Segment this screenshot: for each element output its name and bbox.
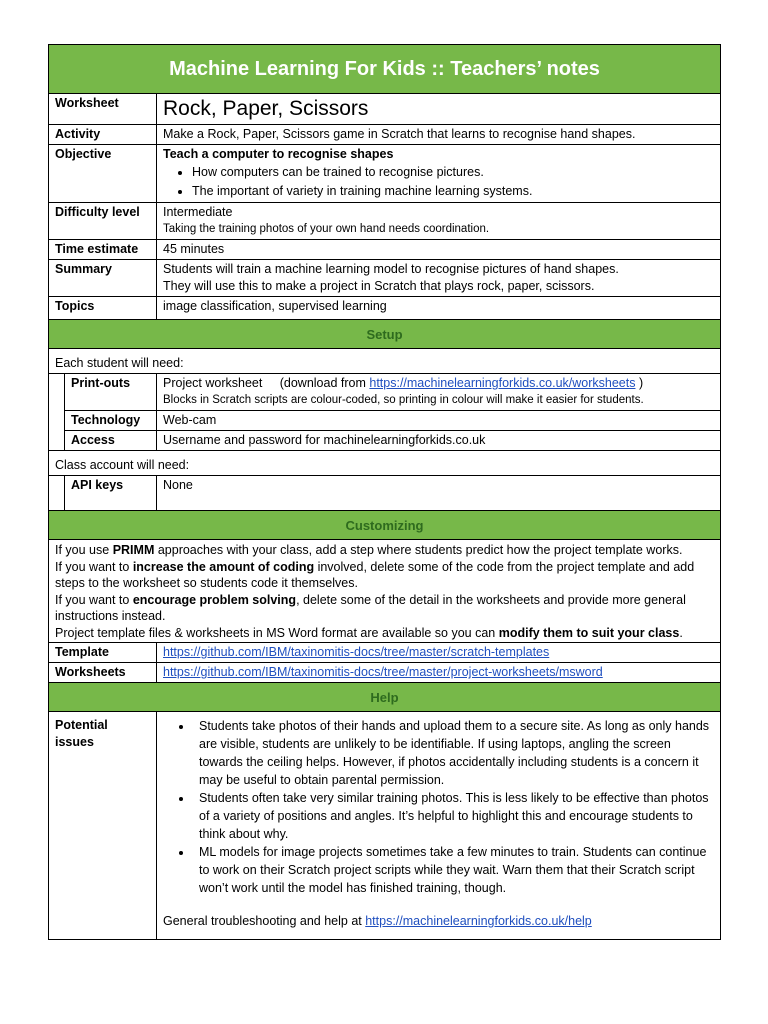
- page-title: Machine Learning For Kids :: Teachers’ notes: [49, 45, 721, 94]
- worksheet-title: Rock, Paper, Scissors: [157, 94, 721, 125]
- objective-bullet: • The important of variety in training machine learning systems.: [192, 182, 714, 200]
- summary-row: [49, 260, 721, 297]
- potential-issues-label: Potential issues: [49, 712, 157, 940]
- time-value: 45 minutes: [157, 240, 721, 260]
- time-row: [49, 240, 721, 260]
- help-issue-item: • ML models for image projects sometimes take a few minutes to train. Students can continue to work on their Scratch project scripts while they wait. Warn them that their Scratch script won’t work until the model has finished training, though.: [193, 843, 714, 897]
- worksheet-row: [49, 94, 721, 125]
- technology-row: [49, 411, 721, 431]
- difficulty-row: [49, 203, 721, 240]
- customizing-heading-row: [49, 511, 721, 540]
- indent-cell: [49, 374, 65, 451]
- class-intro: Class account will need:: [49, 451, 721, 476]
- difficulty-note: Taking the training photos of your own hand needs coordination.: [163, 223, 490, 235]
- objective-label: Objective: [49, 145, 157, 203]
- objective-bullet: • How computers can be trained to recognise pictures.: [192, 163, 714, 181]
- technology-label: Technology: [65, 411, 157, 431]
- worksheet-label: Worksheet: [49, 94, 157, 125]
- access-value: Username and password for machinelearningforkids.co.uk: [157, 431, 721, 451]
- printouts-note: Blocks in Scratch scripts are colour-coded, so printing in colour will make it easier for students.: [163, 394, 644, 406]
- help-link[interactable]: https://machinelearningforkids.co.uk/help: [365, 914, 592, 928]
- help-heading-row: [49, 683, 721, 712]
- printouts-download-suffix: ): [638, 376, 644, 390]
- technology-value: Web-cam: [157, 411, 721, 431]
- topics-value: image classification, supervised learning: [157, 297, 721, 320]
- template-value: [157, 643, 721, 663]
- help-issue-item: • Students often take very similar training photos. This is less likely to be effective than photos of a variety of positions and angles. It’s helpful to highlight this and encourage students to think about why.: [193, 789, 714, 843]
- teachers-notes-page: [48, 44, 721, 940]
- objective-row: [49, 145, 721, 203]
- worksheets-label: Worksheets: [49, 663, 157, 683]
- customizing-paragraph: If you use PRIMM approaches with your class, add a step where students predict how the project template works.: [55, 543, 683, 557]
- title-row: [49, 45, 721, 94]
- summary-line: They will use this to make a project in Scratch that plays rock, paper, scissors.: [163, 279, 595, 293]
- printouts-row: [49, 374, 721, 411]
- template-row: [49, 643, 721, 663]
- printouts-value: [157, 374, 721, 411]
- activity-value: Make a Rock, Paper, Scissors game in Scratch that learns to recognise hand shapes.: [157, 125, 721, 145]
- difficulty-label: Difficulty level: [49, 203, 157, 240]
- customizing-paragraph: If you want to increase the amount of coding involved, delete some of the code from the project template and add steps to the worksheet so students code it themselves.: [55, 559, 695, 590]
- difficulty-value: Intermediate: [163, 205, 233, 219]
- access-label: Access: [65, 431, 157, 451]
- topics-label: Topics: [49, 297, 157, 320]
- help-footer-prefix: General troubleshooting and help at: [163, 914, 366, 928]
- api-value: None: [157, 476, 721, 511]
- objective-value: [157, 145, 721, 203]
- worksheets-row: [49, 663, 721, 683]
- worksheets-download-link[interactable]: https://machinelearningforkids.co.uk/worksheets: [369, 376, 636, 390]
- objective-bullets: [163, 163, 714, 200]
- activity-label: Activity: [49, 125, 157, 145]
- summary-label: Summary: [49, 260, 157, 297]
- summary-value: [157, 260, 721, 297]
- activity-row: [49, 125, 721, 145]
- help-issues-list: [163, 717, 714, 897]
- time-label: Time estimate: [49, 240, 157, 260]
- help-footer: [163, 913, 714, 938]
- worksheets-value: [157, 663, 721, 683]
- template-label: Template: [49, 643, 157, 663]
- help-content: [157, 712, 721, 940]
- notes-table: [48, 44, 721, 940]
- help-heading: Help: [49, 683, 721, 712]
- help-row: [49, 712, 721, 940]
- setup-heading: Setup: [49, 320, 721, 349]
- indent-cell: [49, 476, 65, 511]
- template-link[interactable]: https://github.com/IBM/taxinomitis-docs/tree/master/scratch-templates: [163, 645, 550, 659]
- student-intro: Each student will need:: [49, 349, 721, 374]
- customizing-text-row: [49, 540, 721, 643]
- help-issue-item: • Students take photos of their hands and upload them to a secure site. As long as only hands are visible, students are unlikely to be identifiable. If using laptops, angling the screen towards the ceiling helps. However, if photos accidentally including students is a concern it may be useful to obtain parental permission.: [193, 717, 714, 789]
- topics-row: [49, 297, 721, 320]
- student-intro-row: [49, 349, 721, 374]
- printouts-label: Print-outs: [65, 374, 157, 411]
- printouts-text: Project worksheet: [163, 376, 263, 390]
- customizing-paragraph: If you want to encourage problem solving, delete some of the detail in the worksheets and provide more general instructions instead.: [55, 592, 686, 623]
- customizing-paragraph: Project template files & worksheets in MS Word format are available so you can modify them to suit your class.: [55, 625, 683, 640]
- printouts-download-prefix: (download from: [279, 376, 366, 390]
- customizing-heading: Customizing: [49, 511, 721, 540]
- worksheets-link[interactable]: https://github.com/IBM/taxinomitis-docs/tree/master/project-worksheets/msword: [163, 665, 603, 679]
- difficulty-value-cell: [157, 203, 721, 240]
- api-row: [49, 476, 721, 511]
- access-row: [49, 431, 721, 451]
- setup-heading-row: [49, 320, 721, 349]
- class-intro-row: [49, 451, 721, 476]
- summary-line: Students will train a machine learning model to recognise pictures of hand shapes.: [163, 262, 619, 276]
- customizing-text: [49, 540, 721, 643]
- objective-heading: Teach a computer to recognise shapes: [163, 147, 394, 161]
- api-label: API keys: [65, 476, 157, 511]
